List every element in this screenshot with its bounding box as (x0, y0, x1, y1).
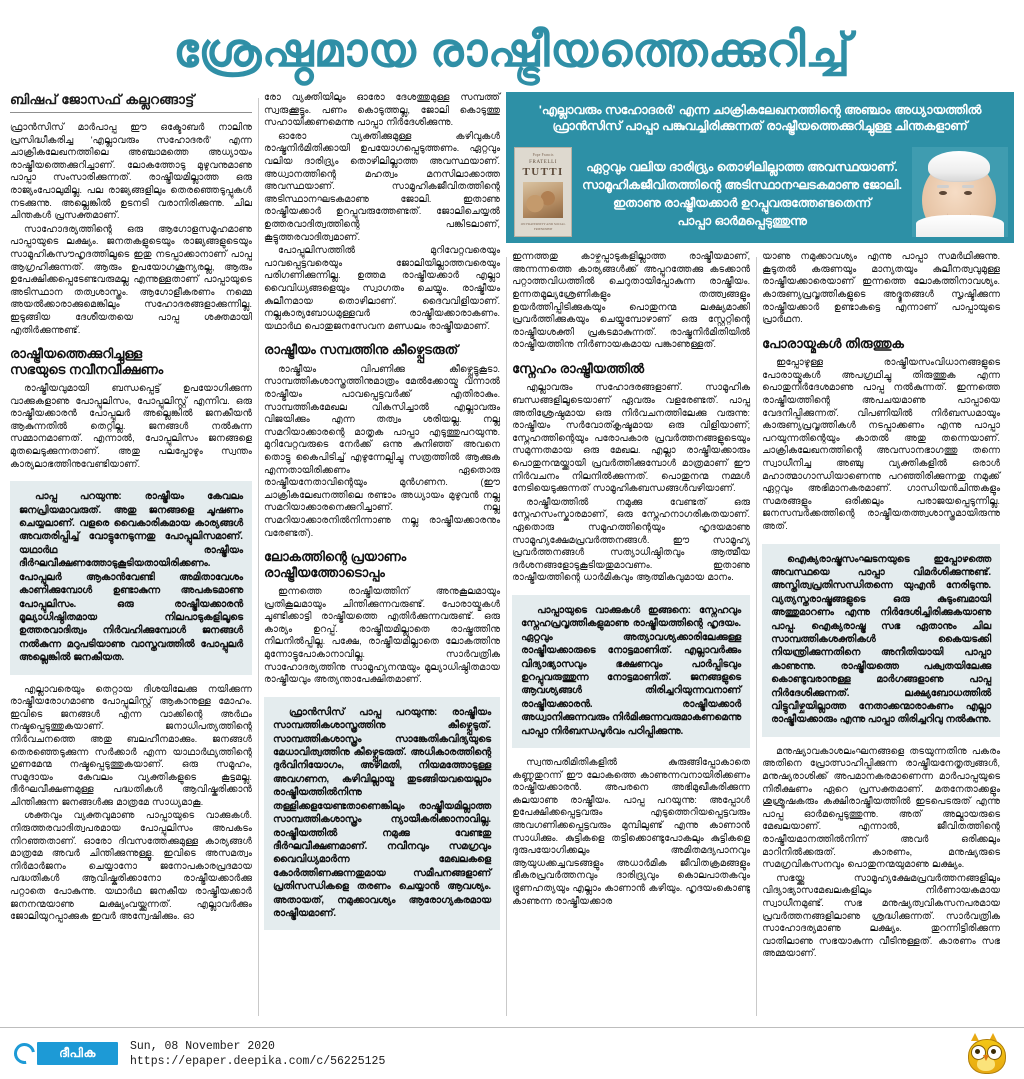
paragraph: സാഹോദര്യത്തിന്റെ ഒരു ആഗോളസമൂഹമാണു പാപ്പായുടെ ലക്ഷ്യം. ജനതകളുടെയും രാജ്യങ്ങളുടെയും സാമൂഹികസൗഹൃദത്തിലൂടെ ഇതു നടപ്പാക്കാനാണ് പാപ്പ ആഗ്രഹിക്കുന്നത്. ആരും ഉപയോഗശൂന്യരല്ല, ആരും ഉപേക്ഷിക്കപ്പെടേണ്ടവരുമല്ല എന്നുള്ളതാണ് പാപ്പായുടെ അടിസ്ഥാന തത്വശാസ്ത്രം. ആഗോളീകരണം നമ്മെ അയൽക്കാരാക്കുമെങ്കിലും സഹോദരങ്ങളാക്കുന്നില്ല. ഇടുങ്ങിയ ദേശീയതയെ പാപ്പ ശക്തമായി എതിർക്കുന്നുണ്ട്. (10, 223, 253, 336)
page-masthead (10, 0, 1014, 92)
book-title-large: TUTTI (522, 166, 564, 178)
pull-quote-box (10, 480, 252, 674)
publication-date: Sun, 08 November 2020 (130, 1039, 275, 1053)
paragraph: മനുഷ്യാവകാശലംഘനങ്ങളെ തടയുന്നതിനു പകരം അതിനെ പ്രോത്സാഹിപ്പിക്കുന്ന രാഷ്ട്രീയനേതൃത്വങ്ങൾ, മനുഷ്യരാശിക്ക് അപമാനകരമാണെന്ന മാർപാപ്പയുടെ നിരീക്ഷണം ഏറെ പ്രസക്തമാണ്. മതനേതാക്കളും ശുശ്രൂഷകരും കക്ഷിരാഷ്ട്രീയത്തിൽ ഇടപെടരുത് എന്നു പാപ്പ ഓർമപ്പെടുത്തുന്നു. അത് അല്മായരുടെ മേഖലയാണ്. എന്നാൽ, ജീവിതത്തിന്റെ രാഷ്ട്രീയമാനത്തിൽനിന്ന് അവർ ഒരിക്കലും മാറിനിൽക്കരുത്. കാരണം, മനുഷ്യരുടെ സമഗ്രവികസനവും പൊതുനന്മയുമാണു ലക്ഷ്യം. (762, 745, 1001, 871)
author-byline: ബിഷപ് ജോസഫ് കല്ലറങ്ങാട്ട് (10, 92, 252, 113)
owl-pupil-right (991, 1049, 996, 1054)
quote-line: ഏറ്റവും വലിയ ദാരിദ്ര്യം തൊഴിലില്ലാത്ത അവസ്ഥയാണ്. (586, 160, 898, 175)
heading-line: ലോകത്തിന്റെ പ്രയാണം (264, 549, 407, 565)
logo-wordmark: ദീപിക (37, 1042, 118, 1065)
paragraph: ഓരോ വ്യക്തിക്കുമുള്ള കഴിവുകൾ രാഷ്ട്രനിർമിതിക്കായി ഉപയോഗപ്പെടുത്തണം. ഏറ്റവും വലിയ ദാരിദ്ര്യം തൊഴിലില്ലാത്ത അവസ്ഥയാണ്. അധ്വാനത്തിന്റെ മഹത്വം മനസിലാക്കാത്ത അവസ്ഥയാണ്. സാമൂഹികജീവിതത്തിന്റെ അടിസ്ഥാനഘടകമാണു ജോലി. ഇതാണു രാഷ്ട്രീയക്കാർ ഉറപ്പുവരുത്തേണ്ടത്. ജോലിചെയ്യൽ ഉത്തരവാദിത്വത്തിന്റെ പങ്കിടലാണ്, കൂട്ടുത്തരവാദിത്വമാണ്. (264, 130, 501, 243)
section-heading-1 (10, 346, 252, 377)
book-title-small: FRATELLI (529, 160, 558, 165)
pope-francis-photo (912, 147, 1008, 237)
column-1 (10, 92, 258, 1022)
article-columns (10, 92, 1014, 1022)
book-cover-fratelli-tutti (514, 147, 572, 237)
highlight-headline (506, 92, 1014, 143)
section-heading-2: രാഷ്ട്രീയം സമ്പത്തിനു കീഴ്പ്പെടരുത് (264, 342, 459, 358)
pull-quote-box (264, 696, 500, 931)
page-footer (0, 1027, 1024, 1079)
pull-quote-text: പാപ്പ പറയുന്നു: രാഷ്ട്രീയം കേവലം ജനപ്രിയമാവരുത്. അതു ജനങ്ങളെ ചൂഷണം ചെയ്യലാണ്. വളരെ വൈകാരികമായ കാര്യങ്ങൾ അവതരിപ്പിച്ച് വോട്ടുനേടുന്നതു പോപ്പുലിസമാണ്. യഥാർഥ രാഷ്ട്രീയം ദീർഘവീക്ഷണത്തോടുകൂടിയതായിരിക്കണം. പോപ്പുലർ ആകാൻവേണ്ടി അമിതാവേശം കാണിക്കുമ്പോൾ ഉണ്ടാകുന്ന അപകടമാണു പോപ്പുലിസം. ഒരു രാഷ്ട്രീയക്കാരൻ മൂല്യാധിഷ്ഠിതമായ നിലപാടുകളിലൂടെ ഉത്തരവാദിത്വം നിർവഹിക്കുമ്പോൾ ജനങ്ങൾ നൽകുന്ന മറുപടിയാണു വാസ്തവത്തിൽ പോപ്പുലർ അല്ലെങ്കിൽ ജനകീയത. (19, 491, 244, 664)
section-heading-5: പോരായ്മകൾ തിരുത്തുക (762, 335, 904, 351)
paragraph: യാണു നമുക്കാവശ്യം എന്നു പാപ്പാ സമർഥിക്കുന്നു. കൂടുതൽ കരുണയും മാന്യതയും കുലീനത്വവുമുള്ള രാഷ്ട്രീയക്കാരെയാണ് ഇന്നത്തെ ലോകത്തിനാവശ്യം. കാരുണ്യപ്രവൃത്തികളുടെ അദ്ഭുതങ്ങൾ സൃഷ്ടിക്കുന്ന രാഷ്ട്രീയക്കാർ ഉണ്ടാകട്ടെ എന്നാണ് പാപ്പായുടെ പ്രാർഥന. (762, 251, 1001, 326)
paragraph: രോ വ്യക്തിയിലും ഓരോ ദേശത്തുമുള്ള സമ്പത്ത് സ്വരുക്കൂട്ടും. പണം കൊടുത്തല്ല, ജോലി കൊടുത്തു സഹായിക്കണമെന്നു പാപ്പാ നിർദേശിക്കുന്നു. (264, 92, 501, 129)
quote-line: ഇതാണു രാഷ്ട്രീയക്കാർ ഉറപ്പുവരുത്തേണ്ടതെന്ന് (612, 196, 872, 211)
paragraph: രാഷ്ട്രീയവുമായി ബന്ധപ്പെട്ട് ഉപയോഗിക്കുന്ന വാക്കുകളാണു പോപ്പുലിസം, പോപ്പുലിസ്റ്റ് എന്നിവ. ഒരു രാഷ്ട്രീയക്കാരൻ പോപ്പുലർ അല്ലെങ്കിൽ ജനകീയൻ ആകുന്നതിൽ തെറ്റില്ല. ജനങ്ങൾ നൽകുന്ന സമ്മാനമാണത്. എന്നാൽ, പോപ്പുലിസം ജനങ്ങളെ മുതലെടുക്കുന്നതാണ്. അതു പലപ്പോഴും സ്വന്തം കാര്യലാഭത്തിനുവേണ്ടിയാണ്. (10, 383, 253, 470)
pull-quote-text: ഫ്രാൻസിസ് പാപ്പ പറയുന്നു: രാഷ്ട്രീയം സാമ്പത്തികശാസ്ത്രത്തിനു കീഴ്പ്പെടുത്. സാമ്പത്തികശാസ്ത്രം സാങ്കേതികവിദ്യയുടെ മേധാവിത്വത്തിനു കീഴ്പ്പെടരുത്. അധികാരത്തിന്റെ ദുർവിനിയോഗം, അഴിമതി, നിയമത്തോടുള്ള അവഗണന, കഴിവില്ലായ്മ തുടങ്ങിയവയെല്ലാം രാഷ്ട്രീയത്തിൽനിന്നു തള്ളിക്കളയേണ്ടതാണെങ്കിലും രാഷ്ട്രീയമില്ലാത്ത സാമ്പത്തികശാസ്ത്രം ന്യായീകരിക്കാനാവില്ല. രാഷ്ട്രീയത്തിൽ നമുക്കു വേണ്ടതു ദീർഘവീക്ഷണമാണ്. നവീനവും സമഗ്രവും വൈവിധ്യമാർന്ന മേഖലകളെ കോർത്തിണക്കുന്നതുമായ സമീപനങ്ങളാണ് പ്രതിസന്ധികളെ തരണം ചെയ്യാൻ ആവശ്യം. അതായത്, നമുക്കാവശ്യം ആരോഗ്യകരമായ രാഷ്ട്രീയമാണ്. (273, 706, 492, 919)
quote-line: സാമൂഹികജീവിതത്തിന്റെ അടിസ്ഥാനഘടകമാണു ജോലി. (582, 178, 902, 193)
paragraph: രാഷ്ട്രീയം വിപണിക്കു കീഴ്പ്പെട്ടുകൂടാ. സാമ്പത്തികശാസ്ത്രത്തിനുമാത്രം മേൽക്കോയ്മ വന്നാൽ രാഷ്ട്രീയം പാവപ്പെട്ടവർക്ക് എതിരാകും. സാമ്പത്തികമേഖല വികസിച്ചാൽ എല്ലാവരും വിജയിക്കും എന്ന തത്വം ശരിയല്ല. നല്ല സമറിയാക്കാരന്റെ മാതൃക പാപ്പാ എടുത്തുപറയുന്നു. മുറിവേറ്റവരുടെ നേർക്ക് ഒന്നു കുനിഞ്ഞ് അവനെ തൊട്ടു കൈപിടിച്ച് എഴുന്നേല്പിച്ചു സത്രത്തിൽ ആക്കുക എന്നതായിരിക്കണം ഏതൊരു രാഷ്ട്രീയനേതാവിന്റെയും മുൻഗണന. (ഈ ചാക്രികലേഖനത്തിലെ രണ്ടാം അധ്യായം മുഴുവൻ നല്ല സമറിയാക്കാരനെക്കുറിച്ചാണ്. നല്ല സമറിയാക്കാരനിൽനിന്നാണു നല്ല രാഷ്ട്രീയക്കാരനും വരേണ്ടത്). (264, 363, 501, 539)
owl-mascot-icon (966, 1031, 1006, 1073)
paragraph: ശക്തവും വ്യക്തവുമാണു പാപ്പായുടെ വാക്കുകൾ. നിരുത്തരവാദിത്വപരമായ പോപ്പുലിസം അപകടം നിറഞ്ഞതാണ്. ഓരോ ദിവസത്തേക്കുമുള്ള കാര്യങ്ങൾ മാത്രമേ അവർ ചിന്തിക്കുന്നുള്ളൂ. ഇവിടെ അസമത്വം നിർമാർജനം ചെയ്യാനോ ജനോപകാരപ്രദമായ പദ്ധതികൾ ആവിഷ്കരിക്കാനോ രാഷ്ട്രീയക്കാർക്കു പറ്റാതെ പോകുന്നു. യഥാർഥ ജനകീയ രാഷ്ട്രീയക്കാർ ജനനന്മയാണു ലക്ഷ്യംവയ്ക്കുന്നത്. എല്ലാവർക്കും ജോലിയുറപ്പാക്കുക ഇവർ അന്വേഷിക്കും. ഓ (10, 810, 253, 923)
eye-left (939, 191, 947, 195)
owl-beak (983, 1055, 989, 1061)
heading-line: രാഷ്ട്രീയത്തെക്കുറിച്ചുള്ള (10, 346, 143, 362)
paragraph: സഭയ്ക്കു സാമൂഹ്യക്ഷേമപ്രവർത്തനങ്ങളിലും വിദ്യാഭ്യാസമേഖലകളിലും നിർണായകമായ സ്വാധീനമുണ്ട്. സഭ മനുഷ്യത്വവികസനപരമായ പ്രവർത്തനങ്ങളിലാണു ശ്രദ്ധിക്കുന്നത്. സാർവത്രിക സാഹോദര്യമാണു ലക്ഷ്യം. തുറന്നിട്ടിരിക്കുന്ന വാതിലാണു സഭയാകുന്ന വീടിനുള്ളത്. കാരണം സഭ അമ്മയാണ്. (762, 872, 1001, 960)
heading-line: രാഷ്ട്രീയത്തോടൊപ്പം (264, 564, 385, 580)
deepika-logo[interactable] (14, 1041, 118, 1067)
pull-quote-text: ഐക്യരാഷ്ട്രസംഘടനയുടെ ഇപ്പോഴത്തെ അവസ്ഥയെ പാപ്പാ വിമർശിക്കുന്നുണ്ട്. അസ്തിത്വപ്രതിസന്ധിതന്നെ യുഎൻ നേരിടുന്നു. വ്യത്യസ്തരാഷ്ട്രങ്ങളുടെ ഒരു കുടുംബമായി അത്തുമാറണം എന്നു നിർദേശിച്ചിരിക്കുകയാണു പാപ്പ. ഐക്യരാഷ്ട്ര സഭ ഏതാനും ചില സാമ്പത്തികശക്തികൾ കൈയടക്കി നിയന്ത്രിക്കുന്നതിനെ അനീതിയായി പാപ്പാ കാണുന്നു. രാഷ്ട്രീയത്തെ പക്വതയിലേക്കു കൊണ്ടുവരാനുള്ള മാർഗങ്ങളാണു പാപ്പ നിർദേശിക്കുന്നത്. ലക്ഷ്യബോധത്തിൽ വിട്ടുവീഴ്ചയില്ലാത്ത നേതാക്കന്മാരാകണം എല്ലാ രാഷ്ട്രീയക്കാരും എന്നു പാപ്പാ തിരിച്ചറിവു നൽകുന്നു. (771, 553, 992, 726)
footer-text-block (130, 1039, 385, 1069)
column-divider (756, 257, 757, 1016)
pull-quote-box (512, 594, 750, 748)
paragraph: ഫ്രാൻസിസ് മാർപാപ്പ ഈ ഒക്ടോബർ നാലിനു പ്രസിദ്ധീകരിച്ച 'എല്ലാവരും സഹോദരർ' എന്ന ചാക്രികലേഖനത്തിലെ അഞ്ചാമത്തെ അധ്യായം രാഷ്ട്രീയത്തെക്കുറിച്ചാണ്. ലോകത്തോടു മുഴുവനുമാണു പാപ്പാ സംസാരിക്കുന്നത്. രാഷ്ട്രീയമില്ലാത്ത ഒരു രാജ്യംപോലുമില്ല. പല രാജ്യങ്ങളിലും തെരഞ്ഞെടുപ്പുകൾ നടക്കുന്നു. അല്ലെങ്കിൽ ഉടനടി വരാനിരിക്കുന്നു. ചില ചിന്തകൾ പ്രസക്തമാണ്. (10, 122, 253, 222)
paragraph: ഇന്നത്തെ രാഷ്ട്രീയത്തിന് അനുകൂലമായും പ്രതികൂലമായും ചിന്തിക്കുന്നവരുണ്ട്. പോരായ്മകൾ ചൂണ്ടിക്കാട്ടി രാഷ്ട്രീയത്തെ എതിർക്കുന്നവരുണ്ട്. ഒരു കാര്യം ഉറപ്പ്. രാഷ്ട്രീയമില്ലാതെ രാഷ്ട്രത്തിനു നിലനിൽപ്പില്ല. പക്ഷേ, രാഷ്ട്രീയമില്ലാതെ ലോകത്തിനു മുന്നോട്ടുപോകാനാവില്ല. സാർവത്രിക സാഹോദര്യത്തിനു സാമൂഹ്യനന്മയും മൂല്യാധിഷ്ഠിതമായ രാഷ്ട്രീയവും അത്യന്താപേക്ഷിതമാണ്. (264, 586, 501, 686)
owl-pupil-left (975, 1049, 980, 1054)
column-4 (756, 251, 1006, 1022)
pull-quote-text: പാപ്പായുടെ വാക്കുകൾ ഇങ്ങനെ: സ്നേഹവും സ്നേഹപ്രവൃത്തികളുമാണു രാഷ്ട്രീയത്തിന്റെ ഹൃദയം. ഏറ്റവും അത്യാവശ്യക്കാരിലേക്കുള്ള രാഷ്ട്രീയക്കാരുടെ നോട്ടമാണിത്. എല്ലാവർക്കും വിദ്യാഭ്യാസവും ഭക്ഷണവും പാർപ്പിടവും ഉറപ്പുവരുത്തുന്ന നോട്ടമാണിത്. ജനങ്ങളുടെ ആവശ്യങ്ങൾ തിരിച്ചറിയുന്നവനാണ് രാഷ്ട്രീയക്കാരൻ. രാഷ്ട്രീയക്കാർ അധ്വാനിക്കുന്നവരും നിർമിക്കുന്നവരുമാകണമെന്നു പാപ്പാ നിർബന്ധപൂർവം പഠിപ്പിക്കുന്നു. (521, 604, 742, 737)
book-subtitle: ON FRATERNITY AND SOCIAL FRIENDSHIP (520, 222, 566, 231)
column-3 (506, 251, 756, 1022)
columns-3-4-wrapper (506, 92, 1014, 1022)
heading-line: സഭയുടെ നവീനവീക്ഷണം (10, 361, 164, 377)
column-divider (506, 257, 507, 1016)
paragraph: രാഷ്ട്രീയത്തിൽ നമുക്കു വേണ്ടത് ഒരു സ്നേഹസംസ്കാരമാണ്, ഒരു സ്നേഹനാഗരികതയാണ്. ഏതൊരു സമൂഹത്തിന്റെയും ഹൃദയമാണു സാമൂഹ്യക്ഷേമപ്രവർത്തനങ്ങൾ. ഈ സാമൂഹ്യ പ്രവർത്തനങ്ങൾ സത്യാധിഷ്ഠിതവും ആത്മീയ ദർശനങ്ങളോടുകൂടിയതുമാവണം. ഇതാണു രാഷ്ട്രീയത്തിന്റെ ധാർമികവും ആത്മികവുമായ മാനം. (512, 496, 751, 584)
zucchetto-icon (928, 151, 990, 182)
column-divider (258, 98, 259, 1016)
headline-line: 'എല്ലാവരും സഹോദരർ' എന്ന ചാക്രികലേഖനത്തിന്റെ അഞ്ചാം അധ്യായത്തിൽ (538, 103, 982, 117)
book-cover-artwork (523, 182, 563, 218)
highlight-quote (572, 143, 912, 243)
eyebrow-left (937, 185, 949, 188)
column-2 (258, 92, 506, 1022)
headline-line: ഫ്രാൻസിസ് പാപ്പാ പങ്കുവച്ചിരിക്കുന്നത് രാഷ്ട്രീയത്തെക്കുറിച്ചുള്ള ചിന്തകളാണ് (552, 119, 968, 133)
section-heading-4: സ്നേഹം രാഷ്ട്രീയത്തിൽ (512, 360, 645, 376)
page-title: ശ്രേഷ്ഠമായ രാഷ്ട്രീയത്തെക്കുറിച്ച് (173, 22, 851, 76)
pull-quote-box (762, 543, 1000, 737)
logo-swirl-icon (10, 1039, 39, 1068)
highlight-panel (506, 92, 1014, 243)
section-heading-3 (264, 549, 500, 580)
highlight-body (506, 143, 1014, 243)
quote-line: പാപ്പാ ഓർമപ്പെടുത്തുന്നു (677, 214, 807, 229)
collar-shape (916, 215, 1004, 237)
paragraph: എല്ലാവരെയും തെറ്റായ ദിശയിലേക്കു നയിക്കുന്ന രാഷ്ട്രീയരോഗമാണു പോപ്പുലിസ്റ്റ് ആകാനുള്ള മോഹം. ഇവിടെ ജനങ്ങൾ എന്ന വാക്കിന്റെ അർഥം നഷ്ടപ്പെടുത്തുകയാണ്. ജനാധിപത്യത്തിന്റെ നിർവചനത്തെ അതു ബലഹീനമാക്കും. ജനങ്ങൾ തെരഞ്ഞെടുക്കുന്ന സർക്കാർ എന്ന യാഥാർഥ്യത്തിന്റെ ഗുണമേന്മ നഷ്ടപ്പെടുത്തുകയാണ്. ഒരു സമൂഹം, സമുദായം കേവലം വ്യക്തികളുടെ കൂട്ടമല്ല. ദീർഘവീക്ഷണമുള്ള പദ്ധതികൾ ആവിഷ്കരിക്കാൻ ചിന്തിക്കുന്ന ജനങ്ങൾക്കു മാത്രമേ സാധ്യമാകൂ. (10, 683, 253, 808)
paragraph: ഇന്നത്തതു കാഴ്ചപ്പാടുകളില്ലാത്ത രാഷ്ട്രീയമാണ്, അന്നന്നത്തെ കാര്യങ്ങൾക്ക് അപ്പുറത്തേക്കു കടക്കാൻ പറ്റാത്തവിധത്തിൽ ചെറുതായിപ്പോകുന്ന രാഷ്ട്രീയം. ഉന്നതമൂല്യശ്രേണികളും തത്ത്വങ്ങളും ഉയർത്തിപ്പിടിക്കുകയും പൊതുനന്മ ലക്ഷ്യമാക്കി പ്രവർത്തിക്കുകയും ചെയ്യുമ്പോഴാണ് ഒരു സ്റ്റേറ്റിന്റെ രാഷ്ട്രീയശക്തി പ്രകടമാകുന്നത്. രാഷ്ട്രനിർമിതിയിൽ രാഷ്ട്രീയത്തിനു നിർണായകമായ പങ്കാണുള്ളത്. (512, 251, 751, 351)
paragraph: ഇപ്പോഴുള്ള രാഷ്ട്രീയസംവിധാനങ്ങളുടെ പോരായ്മകൾ അപഗ്രഥിച്ചു തിരുത്തുക എന്ന പൊതുനിർദേശമാണു പാപ്പ നൽകുന്നത്. ഇന്നത്തെ രാഷ്ട്രീയത്തിന്റെ അപചയമാണു പാപ്പായെ വേദനിപ്പിക്കുന്നത്. വിപണിയിൽ നിർബന്ധമായും കാരുണ്യപ്രവൃത്തികൾ നടപ്പാക്കണം എന്നു പാപ്പാ പറയുന്നതിന്റെയും കാതൽ അതു തന്നെയാണ്. ചാക്രികലേഖനത്തിന്റെ അവസാനഭാഗത്തു തന്നെ സ്വാധീനിച്ച അഞ്ചു വ്യക്തികളിൽ ഒരാൾ മഹാത്മാഗാന്ധിയാണെന്നു പറഞ്ഞിരിക്കുന്നതു നമുക്ക് ഏറ്റവും അഭിമാനകരമാണ്. ഗാന്ധിയൻചിന്തകളും സമരങ്ങളും ഒരിക്കലും പരാജയപ്പെടുന്നില്ല. ജനസമ്പർക്കത്തിന്റെ രാഷ്ട്രീയതത്ത്വശാസ്ത്രമായിരുന്നു അത്. (762, 357, 1001, 532)
eye-right (964, 191, 972, 195)
paragraph: എല്ലാവരും സഹോദരങ്ങളാണ്. സാമൂഹിക ബന്ധങ്ങളിലൂടെയാണ് ഏവരും വളരേണ്ടത്. പാപ്പ അതിശ്രേഷ്ഠമായ ഒരു നിർവചനത്തിലേക്കു വരുന്നു: രാഷ്ട്രീയം സർവോത്കൃഷ്ടമായ ഒരു വിളിയാണ്; സ്നേഹത്തിന്റെയും പരോപകാര പ്രവർത്തനങ്ങളുടെയും സമുന്നതമായ ഒരു മേഖല. എല്ലാ രാഷ്ട്രീയക്കാരും പൊതുനന്മയ്ക്കായി പ്രവർത്തിക്കുമ്പോൾ മാത്രമാണ് ഈ നിർവചനം നിലനിൽക്കുന്നത്. പൊതുനന്മ നമ്മൾ നേടിയെടുക്കുന്നത് സാമൂഹികബന്ധങ്ങൾവഴിയാണ്. (512, 382, 751, 495)
eyebrow-right (962, 185, 974, 188)
epaper-url[interactable]: https://epaper.deepika.com/c/56225125 (130, 1054, 386, 1068)
paragraph: സ്വന്തപരിമിതികളിൽ കുരുങ്ങിപ്പോകാതെ കണ്ണുതുറന്ന് ഈ ലോകത്തെ കാണുന്നവനായിരിക്കണം രാഷ്ട്രീയക്കാരൻ. അപരനെ അഭിമുഖീകരിക്കുന്ന കലയാണു രാഷ്ട്രീയം. പാപ്പ പറയുന്നു: അപ്പോൾ ഉപേക്ഷിക്കപ്പെട്ടവരും എടുത്തെറിയപ്പെട്ടവരും അവഗണിക്കപ്പെട്ടവരും മുമ്പിലുണ്ട് എന്നു കാണാൻ സാധിക്കും. കുട്ടികളെ തട്ടിക്കൊണ്ടുപോകലും കുട്ടികളെ ദുരുപയോഗിക്കലും അമിതമദ്യപാനവും ആയുധക്കച്ചവടങ്ങളും അധാർമിക ജീവിതക്രമങ്ങളും ഭീകരപ്രവർത്തനവും ദാരിദ്ര്യവും കൊലപാതകവും ഭ്രൂണഹത്യയും എല്ലാം കാണാൻ കഴിയും. ഹൃദയംകൊണ്ടു കാണുന്ന രാഷ്ട്രീയക്കാര (512, 757, 751, 907)
book-author: Pope Francis (532, 153, 554, 157)
paragraph: പോപ്പുലിസത്തിൽ മുറിവേറ്റവരെയും പാവപ്പെട്ടവരെയും ജോലിയില്ലാത്തവരെയും പരിഗണിക്കുന്നില്ല. ഉത്തമ രാഷ്ട്രീയക്കാർ എല്ലാ വൈവിധ്യങ്ങളെയും സ്വാഗതം ചെയ്യും. രാഷ്ട്രീയം കുലീനമായ തൊഴിലാണ്. ദൈവവിളിയാണ്. നല്ലകാര്യബോധമുള്ളവർ രാഷ്ട്രീയക്കാരാകണം. യഥാർഥ പൊതുജനസേവന മണ്ഡലം രാഷ്ട്രീയമാണ്. (264, 245, 501, 332)
